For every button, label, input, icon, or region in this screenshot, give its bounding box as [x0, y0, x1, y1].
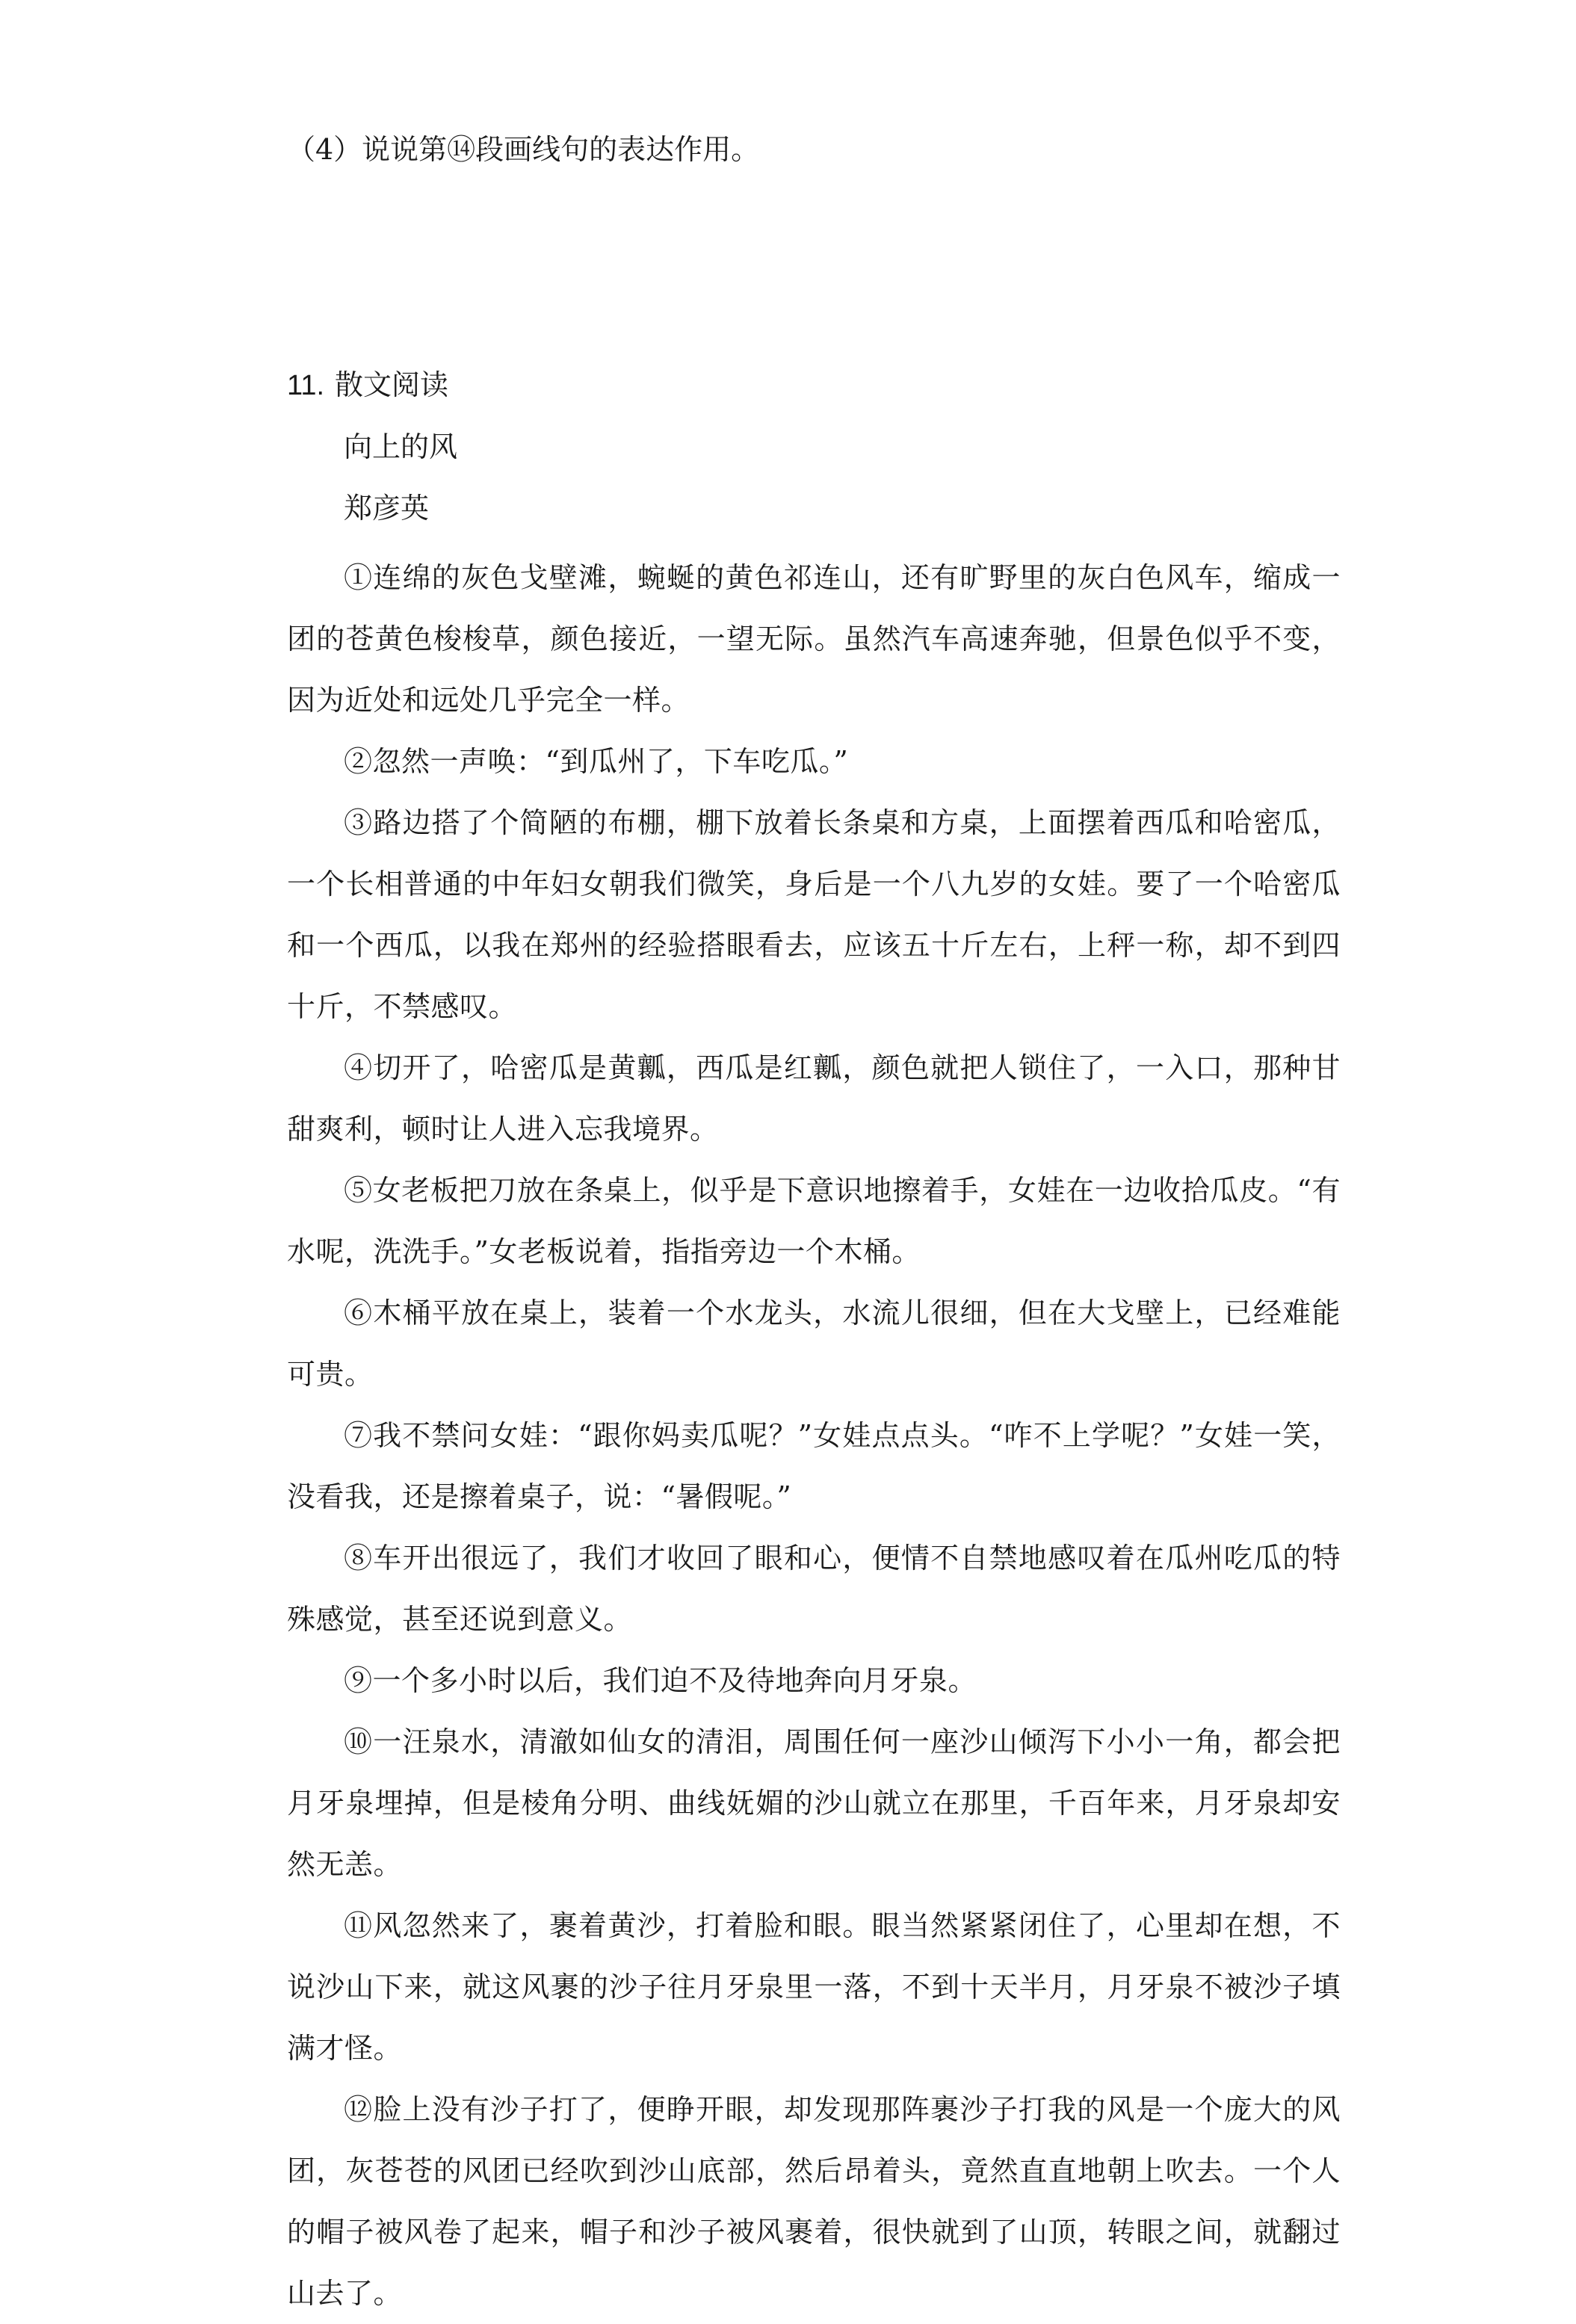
essay-title: 向上的风	[344, 430, 458, 463]
paragraph-12: ⑫脸上没有沙子打了，便睁开眼，却发现那阵裹沙子打我的风是一个庞大的风团，灰苍苍的风团已经吹到沙山底部，然后昂着头，竟然直直地朝上吹去。一个人的帽子被风卷了起来，帽子和沙子被风裹着，很快就到了山顶，转眼之间，就翻过山去了。	[287, 2093, 1341, 2310]
paragraph-9: ⑨一个多小时以后，我们迫不及待地奔向月牙泉。	[344, 1664, 977, 1697]
paragraph-10: ⑩一汪泉水，清澈如仙女的清泪，周围任何一座沙山倾泻下小小一角，都会把月牙泉埋掉，但是棱角分明、曲线妩媚的沙山就立在那里，千百年来，月牙泉却安然无恙。	[287, 1725, 1341, 1881]
reading-section	[287, 362, 1341, 2324]
paragraph-2: ②忽然一声唤：“到瓜州了，下车吃瓜。”	[344, 745, 849, 778]
essay-author: 郑彦英	[344, 492, 430, 525]
section-label: 散文阅读	[335, 368, 449, 401]
paragraph-11: ⑪风忽然来了，裹着黄沙，打着脸和眼。眼当然紧紧闭住了，心里却在想，不说沙山下来，就这风裹的沙子往月牙泉里一落，不到十天半月，月牙泉不被沙子填满才怪。	[287, 1909, 1341, 2065]
question-prompt: （4）说说第⑭段画线句的表达作用。	[287, 133, 760, 166]
paragraph-1: ①连绵的灰色戈壁滩，蜿蜒的黄色祁连山，还有旷野里的灰白色风车，缩成一团的苍黄色梭梭草，颜色接近，一望无际。虽然汽车高速奔驰，但景色似乎不变，因为近处和远处几乎完全一样。	[287, 561, 1341, 717]
paragraph-4: ④切开了，哈密瓜是黄瓤，西瓜是红瓤，颜色就把人锁住了，一入口，那种甘甜爽利，顿时让人进入忘我境界。	[287, 1051, 1341, 1146]
paragraph-3: ③路边搭了个简陋的布棚，棚下放着长条桌和方桌，上面摆着西瓜和哈密瓜，一个长相普通的中年妇女朝我们微笑，身后是一个八九岁的女娃。要了一个哈密瓜和一个西瓜，以我在郑州的经验搭眼看去，应该五十斤左右，上秤一称，却不到四十斤，不禁感叹。	[287, 806, 1341, 1023]
paragraph-6: ⑥木桶平放在桌上，装着一个水龙头，水流儿很细，但在大戈壁上，已经难能可贵。	[287, 1297, 1341, 1391]
section-heading	[287, 362, 1341, 408]
section-number: 11.	[287, 370, 325, 401]
paragraph-5: ⑤女老板把刀放在条桌上，似乎是下意识地擦着手，女娃在一边收拾瓜皮。“有水呢，洗洗手。”女老板说着，指指旁边一个木桶。	[287, 1174, 1341, 1268]
paragraph-8: ⑧车开出很远了，我们才收回了眼和心，便情不自禁地感叹着在瓜州吃瓜的特殊感觉，甚至还说到意义。	[287, 1542, 1341, 1636]
paragraph-7: ⑦我不禁问女娃：“跟你妈卖瓜呢？”女娃点点头。“咋不上学呢？”女娃一笑，没看我，还是擦着桌子，说：“暑假呢。”	[287, 1419, 1341, 1513]
